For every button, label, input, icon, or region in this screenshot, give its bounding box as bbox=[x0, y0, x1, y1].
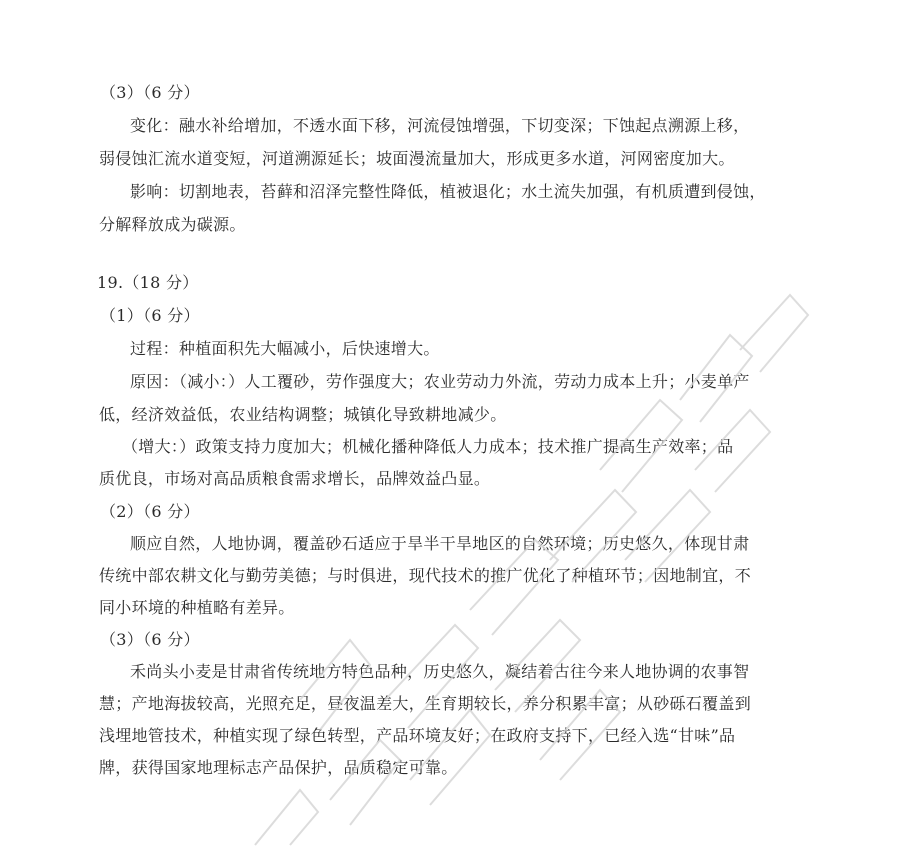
q19-part3-line-1: 禾尚头小麦是甘肃省传统地方特色品种，历史悠久，凝结着古往今来人地协调的农事智 bbox=[130, 662, 750, 681]
q18-change-line-1: 变化：融水补给增加，不透水面下移，河流侵蚀增强，下切变深；下蚀起点溯源上移， bbox=[130, 116, 750, 135]
q19-part3-heading: （3）（6 分） bbox=[100, 630, 200, 649]
q18-change-line-2: 弱侵蚀汇流水道变短，河道溯源延长；坡面漫流量加大，形成更多水道，河网密度加大。 bbox=[99, 149, 735, 168]
q19-reason-line-2: 低，经济效益低，农业结构调整；城镇化导致耕地减少。 bbox=[99, 405, 507, 424]
q19-part2-line-3: 同小环境的种植略有差异。 bbox=[99, 598, 295, 617]
q18-impact-line-1: 影响：切割地表，苔藓和沼泽完整性降低，植被退化；水土流失加强，有机质遭到侵蚀， bbox=[130, 182, 766, 201]
q19-part3-line-2: 慧；产地海拔较高，光照充足，昼夜温差大，生育期较长，养分积累丰富；从砂砾石覆盖到 bbox=[99, 694, 752, 713]
q19-part2-line-1: 顺应自然，人地协调，覆盖砂石适应于旱半干旱地区的自然环境；历史悠久，体现甘肃 bbox=[130, 534, 750, 553]
q19-reason-line-1: 原因：（减小：）人工覆砂，劳作强度大；农业劳动力外流，劳动力成本上升；小麦单产 bbox=[130, 372, 750, 391]
q18-impact-line-2: 分解释放成为碳源。 bbox=[99, 215, 246, 234]
q19-increase-line-2: 质优良，市场对高品质粮食需求增长，品牌效益凸显。 bbox=[99, 469, 491, 488]
q18-part3-heading: （3）（6 分） bbox=[100, 83, 200, 102]
q19-part3-line-4: 牌，获得国家地理标志产品保护，品质稳定可靠。 bbox=[99, 758, 458, 777]
q19-heading: 19.（18 分） bbox=[97, 273, 199, 292]
q19-part2-heading: （2）（6 分） bbox=[100, 502, 200, 521]
q19-part2-line-2: 传统中部农耕文化与勤劳美德；与时俱进，现代技术的推广优化了种植环节；因地制宜，不 bbox=[99, 566, 752, 585]
q19-process-line: 过程：种植面积先大幅减小，后快速增大。 bbox=[130, 339, 440, 358]
q19-part1-heading: （1）（6 分） bbox=[100, 306, 200, 325]
q19-part3-line-3: 浅埋地管技术，种植实现了绿色转型，产品环境友好；在政府支持下，已经入选“甘味”品 bbox=[99, 726, 736, 745]
q19-increase-line-1: （增大：）政策支持力度加大；机械化播种降低人力成本；技术推广提高生产效率；品 bbox=[122, 437, 734, 456]
